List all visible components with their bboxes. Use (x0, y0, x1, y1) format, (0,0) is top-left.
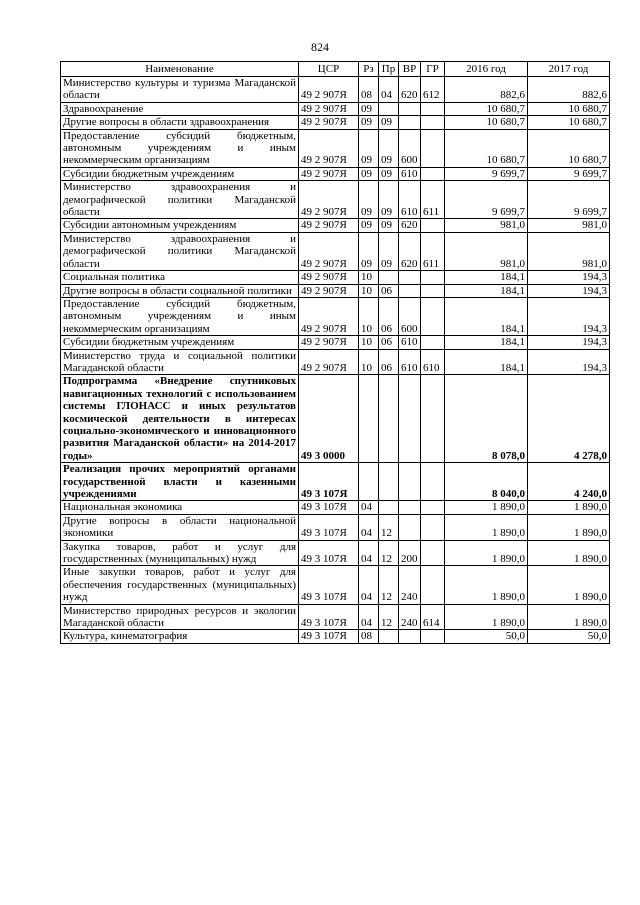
cell-2017: 10 680,7 (528, 116, 610, 129)
cell-2017: 1 890,0 (528, 501, 610, 514)
cell-2017: 4 240,0 (528, 463, 610, 501)
cell-vr: 610 (399, 167, 421, 180)
cell-name: Министерство природных ресурсов и экологии Магаданской области (61, 604, 299, 630)
cell-csr: 49 2 907Я (299, 271, 359, 284)
cell-name: Министерство здравоохранения и демографической политики Магаданской области (61, 181, 299, 219)
cell-pr (379, 375, 399, 463)
cell-pr: 09 (379, 219, 399, 232)
cell-rz: 04 (359, 566, 379, 604)
cell-gr (421, 540, 445, 566)
cell-2017: 1 890,0 (528, 514, 610, 540)
cell-pr (379, 271, 399, 284)
table-row (61, 232, 610, 270)
cell-2016: 9 699,7 (445, 181, 528, 219)
cell-vr (399, 514, 421, 540)
cell-pr (379, 463, 399, 501)
cell-2016: 10 680,7 (445, 129, 528, 167)
cell-2017: 10 680,7 (528, 129, 610, 167)
cell-2016: 1 890,0 (445, 514, 528, 540)
cell-pr: 09 (379, 181, 399, 219)
cell-name: Национальная экономика (61, 501, 299, 514)
table-header-row (61, 62, 610, 77)
cell-csr: 49 2 907Я (299, 181, 359, 219)
cell-pr: 09 (379, 232, 399, 270)
table-row (61, 167, 610, 180)
cell-gr: 611 (421, 232, 445, 270)
cell-2016: 50,0 (445, 630, 528, 643)
cell-gr (421, 630, 445, 643)
cell-pr: 12 (379, 540, 399, 566)
cell-gr: 614 (421, 604, 445, 630)
cell-rz: 09 (359, 102, 379, 115)
cell-gr: 610 (421, 349, 445, 375)
cell-2017: 882,6 (528, 77, 610, 103)
header-pr: Пр (379, 62, 399, 77)
cell-rz: 04 (359, 604, 379, 630)
cell-pr: 06 (379, 297, 399, 335)
cell-rz: 10 (359, 349, 379, 375)
table-row (61, 284, 610, 297)
cell-vr (399, 375, 421, 463)
table-row (61, 336, 610, 349)
cell-name: Иные закупки товаров, работ и услуг для обеспечения государственных (муниципальных) нужд (61, 566, 299, 604)
cell-name: Другие вопросы в области здравоохранения (61, 116, 299, 129)
cell-2017: 9 699,7 (528, 167, 610, 180)
table-row (61, 463, 610, 501)
cell-rz: 04 (359, 501, 379, 514)
cell-rz: 04 (359, 514, 379, 540)
cell-2017: 9 699,7 (528, 181, 610, 219)
cell-gr (421, 284, 445, 297)
cell-gr (421, 375, 445, 463)
header-gr: ГР (421, 62, 445, 77)
cell-pr (379, 501, 399, 514)
cell-rz (359, 463, 379, 501)
cell-2016: 184,1 (445, 271, 528, 284)
cell-name: Здравоохранение (61, 102, 299, 115)
cell-csr: 49 2 907Я (299, 219, 359, 232)
cell-name: Другие вопросы в области национальной экономики (61, 514, 299, 540)
cell-gr (421, 219, 445, 232)
cell-gr (421, 297, 445, 335)
table-row (61, 116, 610, 129)
cell-csr: 49 2 907Я (299, 129, 359, 167)
cell-pr: 09 (379, 129, 399, 167)
cell-rz: 09 (359, 232, 379, 270)
cell-2016: 882,6 (445, 77, 528, 103)
cell-rz: 04 (359, 540, 379, 566)
cell-pr: 04 (379, 77, 399, 103)
cell-csr: 49 3 107Я (299, 514, 359, 540)
cell-2017: 1 890,0 (528, 540, 610, 566)
cell-2017: 194,3 (528, 271, 610, 284)
cell-2017: 981,0 (528, 219, 610, 232)
cell-2016: 8 040,0 (445, 463, 528, 501)
cell-name: Реализация прочих мероприятий органами государственной власти и казенными учреждениями (61, 463, 299, 501)
cell-vr: 240 (399, 566, 421, 604)
cell-rz: 09 (359, 167, 379, 180)
cell-2017: 194,3 (528, 297, 610, 335)
cell-2017: 50,0 (528, 630, 610, 643)
cell-vr: 610 (399, 181, 421, 219)
cell-gr (421, 102, 445, 115)
table-row (61, 271, 610, 284)
cell-pr: 06 (379, 336, 399, 349)
cell-pr: 12 (379, 514, 399, 540)
cell-vr (399, 271, 421, 284)
cell-2016: 184,1 (445, 297, 528, 335)
budget-table (60, 61, 610, 644)
cell-rz (359, 375, 379, 463)
cell-csr: 49 2 907Я (299, 284, 359, 297)
table-row (61, 349, 610, 375)
cell-csr: 49 2 907Я (299, 232, 359, 270)
table-row (61, 540, 610, 566)
header-2016: 2016 год (445, 62, 528, 77)
cell-2017: 194,3 (528, 336, 610, 349)
cell-vr: 610 (399, 349, 421, 375)
cell-vr: 600 (399, 297, 421, 335)
table-row (61, 219, 610, 232)
cell-2017: 981,0 (528, 232, 610, 270)
cell-rz: 09 (359, 219, 379, 232)
cell-2016: 8 078,0 (445, 375, 528, 463)
cell-rz: 10 (359, 271, 379, 284)
cell-name: Подпрограмма «Внедрение спутниковых навигационных технологий с использованием системы ГЛОНАСС и иных результатов космической деятельности в интересах социально-экономического и инновационного развития Магаданской области» на 2014-2017 годы» (61, 375, 299, 463)
cell-vr: 620 (399, 232, 421, 270)
cell-2017: 194,3 (528, 349, 610, 375)
cell-2017: 1 890,0 (528, 604, 610, 630)
cell-pr: 09 (379, 167, 399, 180)
cell-vr: 240 (399, 604, 421, 630)
table-row (61, 514, 610, 540)
cell-2017: 4 278,0 (528, 375, 610, 463)
cell-name: Закупка товаров, работ и услуг для государственных (муниципальных) нужд (61, 540, 299, 566)
cell-csr: 49 2 907Я (299, 349, 359, 375)
cell-2016: 184,1 (445, 349, 528, 375)
cell-2016: 981,0 (445, 232, 528, 270)
cell-name: Культура, кинематография (61, 630, 299, 643)
table-row (61, 181, 610, 219)
cell-csr: 49 2 907Я (299, 167, 359, 180)
cell-csr: 49 3 0000 (299, 375, 359, 463)
cell-rz: 08 (359, 77, 379, 103)
cell-csr: 49 3 107Я (299, 501, 359, 514)
cell-name: Субсидии бюджетным учреждениям (61, 336, 299, 349)
cell-vr: 620 (399, 219, 421, 232)
cell-gr (421, 463, 445, 501)
cell-csr: 49 3 107Я (299, 540, 359, 566)
cell-gr (421, 514, 445, 540)
cell-gr (421, 271, 445, 284)
cell-gr (421, 116, 445, 129)
cell-name: Социальная политика (61, 271, 299, 284)
cell-pr (379, 102, 399, 115)
cell-csr: 49 2 907Я (299, 77, 359, 103)
cell-vr (399, 630, 421, 643)
cell-2016: 1 890,0 (445, 501, 528, 514)
cell-2016: 184,1 (445, 284, 528, 297)
cell-2016: 981,0 (445, 219, 528, 232)
table-row (61, 630, 610, 643)
table-row (61, 604, 610, 630)
cell-vr (399, 116, 421, 129)
cell-csr: 49 2 907Я (299, 297, 359, 335)
cell-rz: 09 (359, 116, 379, 129)
cell-2017: 194,3 (528, 284, 610, 297)
cell-name: Министерство культуры и туризма Магаданской области (61, 77, 299, 103)
table-row (61, 297, 610, 335)
cell-vr (399, 284, 421, 297)
cell-csr: 49 3 107Я (299, 630, 359, 643)
cell-2016: 184,1 (445, 336, 528, 349)
table-row (61, 375, 610, 463)
cell-vr (399, 463, 421, 501)
cell-2016: 1 890,0 (445, 566, 528, 604)
cell-2017: 10 680,7 (528, 102, 610, 115)
cell-2016: 1 890,0 (445, 604, 528, 630)
cell-gr: 611 (421, 181, 445, 219)
cell-gr: 612 (421, 77, 445, 103)
table-row (61, 129, 610, 167)
cell-vr: 620 (399, 77, 421, 103)
cell-vr: 200 (399, 540, 421, 566)
cell-name: Министерство здравоохранения и демографической политики Магаданской области (61, 232, 299, 270)
cell-csr: 49 2 907Я (299, 336, 359, 349)
cell-gr (421, 167, 445, 180)
cell-pr: 06 (379, 284, 399, 297)
cell-2016: 10 680,7 (445, 116, 528, 129)
table-body (61, 77, 610, 644)
cell-name: Субсидии бюджетным учреждениям (61, 167, 299, 180)
table-row (61, 501, 610, 514)
cell-vr: 610 (399, 336, 421, 349)
cell-csr: 49 2 907Я (299, 102, 359, 115)
header-name: Наименование (61, 62, 299, 77)
cell-name: Другие вопросы в области социальной политики (61, 284, 299, 297)
cell-pr (379, 630, 399, 643)
header-csr: ЦСР (299, 62, 359, 77)
cell-csr: 49 3 107Я (299, 604, 359, 630)
cell-rz: 10 (359, 336, 379, 349)
cell-name: Министерство труда и социальной политики Магаданской области (61, 349, 299, 375)
cell-pr: 12 (379, 566, 399, 604)
page-number: 824 (311, 40, 329, 54)
cell-name: Предоставление субсидий бюджетным, автономным учреждениям и иным некоммерческим организациям (61, 129, 299, 167)
cell-2016: 9 699,7 (445, 167, 528, 180)
cell-vr: 600 (399, 129, 421, 167)
cell-gr (421, 501, 445, 514)
table-row (61, 566, 610, 604)
cell-rz: 09 (359, 181, 379, 219)
table-row (61, 77, 610, 103)
cell-rz: 09 (359, 129, 379, 167)
cell-rz: 10 (359, 284, 379, 297)
cell-gr (421, 566, 445, 604)
cell-pr: 06 (379, 349, 399, 375)
cell-2016: 1 890,0 (445, 540, 528, 566)
cell-name: Субсидии автономным учреждениям (61, 219, 299, 232)
header-2017: 2017 год (528, 62, 610, 77)
cell-rz: 08 (359, 630, 379, 643)
cell-2016: 10 680,7 (445, 102, 528, 115)
cell-vr (399, 102, 421, 115)
table-row (61, 102, 610, 115)
cell-2017: 1 890,0 (528, 566, 610, 604)
cell-pr: 09 (379, 116, 399, 129)
cell-pr: 12 (379, 604, 399, 630)
cell-gr (421, 336, 445, 349)
cell-name: Предоставление субсидий бюджетным, автономным учреждениям и иным некоммерческим организациям (61, 297, 299, 335)
cell-csr: 49 3 107Я (299, 463, 359, 501)
cell-csr: 49 3 107Я (299, 566, 359, 604)
header-rz: Рз (359, 62, 379, 77)
cell-gr (421, 129, 445, 167)
header-vr: ВР (399, 62, 421, 77)
cell-rz: 10 (359, 297, 379, 335)
cell-csr: 49 2 907Я (299, 116, 359, 129)
cell-vr (399, 501, 421, 514)
